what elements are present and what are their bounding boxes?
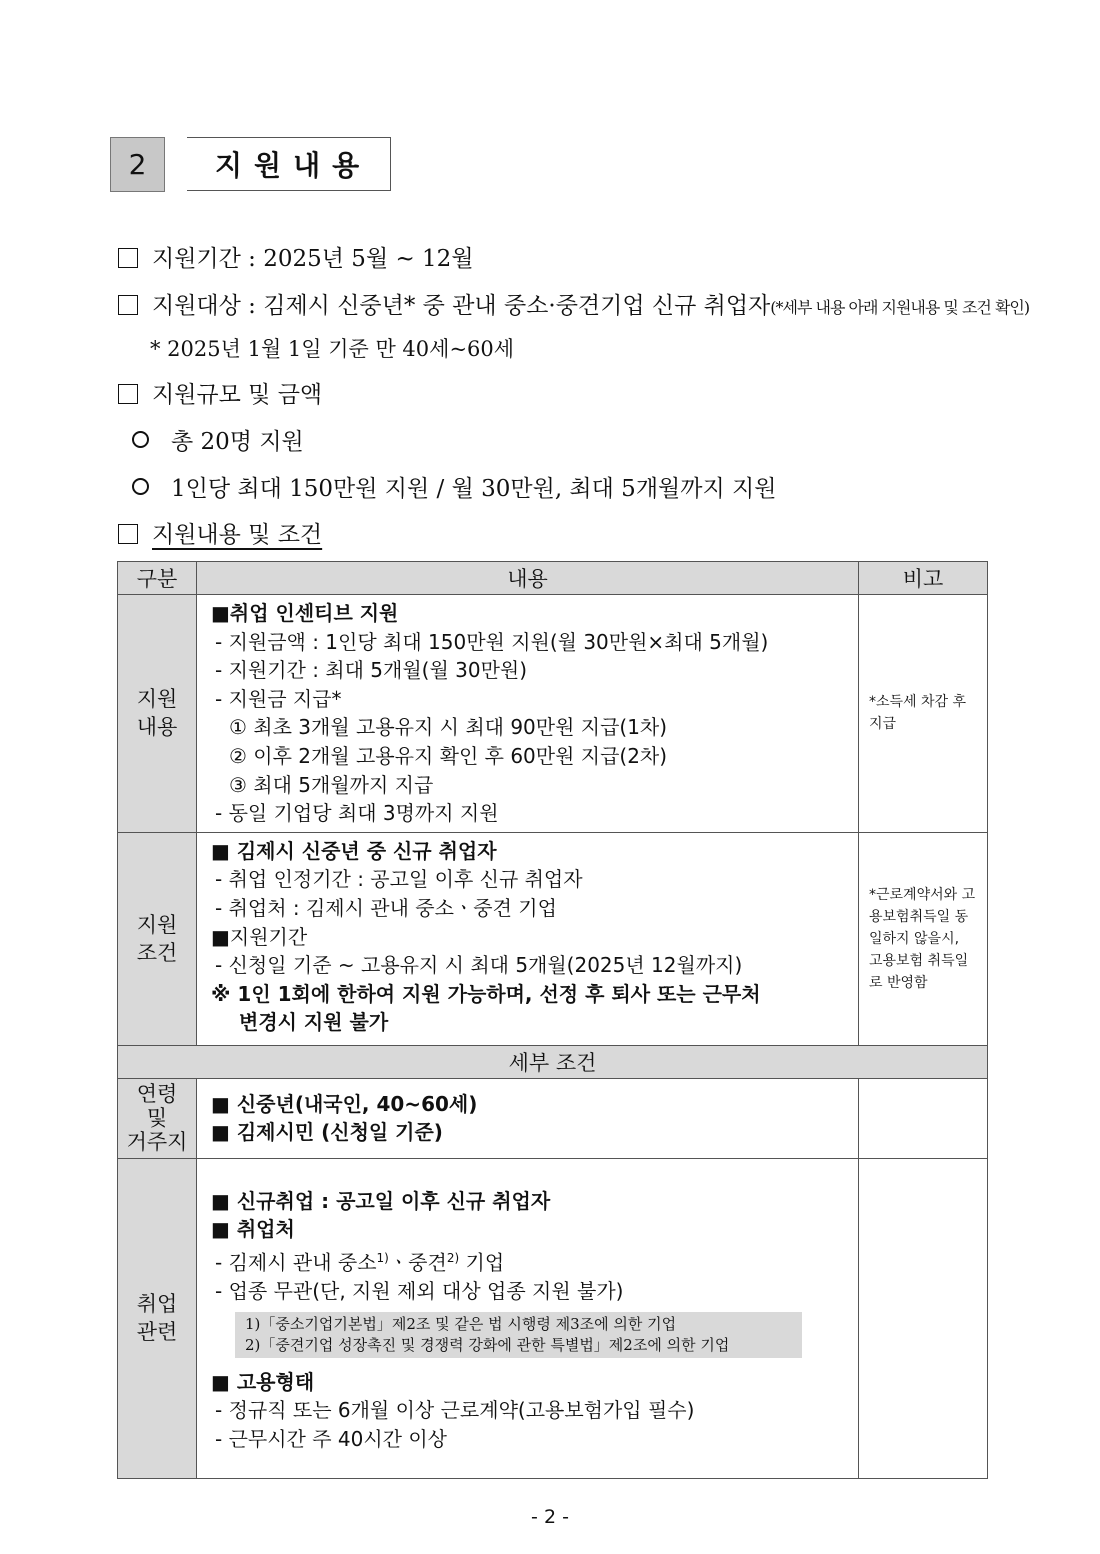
scale-item-2: 1인당 최대 150만원 지원 / 월 30만원, 최대 5개월까지 지원 [132,470,776,503]
period-line: 지원기간 : 2025년 5월 ~ 12월 [118,240,474,273]
row-content: ■ 김제시 신중년 중 신규 취업자 - 취업 인정기간 : 공고일 이후 신규 취업자 - 취업처 : 김제시 관내 중소ㆍ중견 기업 ■지원기간 - 신청일 기준 ~ 고용유지 시 최대 5개월(2025년 12월까지) ※ 1인 1회에 한하여 지원 가능하며, 선정 후 퇴사 또는 근무처 변경시 지원 불가 [197,832,859,1045]
circle-bullet-icon [132,478,149,495]
header-content: 내용 [197,562,859,595]
page-number: - 2 - [531,1506,569,1528]
support-table [117,561,988,1479]
checkbox-icon [118,295,138,315]
scale-heading: 지원규모 및 금액 [118,376,322,409]
age-note: * 2025년 1월 1일 기준 만 40세~60세 [150,337,515,361]
content-heading: 지원내용 및 조건 [118,516,322,549]
checkbox-icon [118,384,138,404]
header-remarks: 비고 [859,562,988,595]
checkbox-icon [118,248,138,268]
checkbox-icon [118,524,138,544]
row-note [859,1158,988,1478]
section-title: 지원내용 [187,137,391,191]
row-category: 연령 및 거주지 [118,1078,197,1158]
row-note [859,1078,988,1158]
row-category: 지원 내용 [118,595,197,833]
footnote-box: 1)「중소기업기본법」제2조 및 같은 법 시행령 제3조에 의한 기업 2)「중견기업 성장촉진 및 경쟁력 강화에 관한 특별법」제2조에 의한 기업 [235,1312,802,1358]
scale-item-1: 총 20명 지원 [132,423,304,456]
detail-heading: 세부 조건 [118,1045,988,1078]
circle-bullet-icon [132,431,149,448]
header-category: 구분 [118,562,197,595]
row-note: *근로계약서와 고용보험취득일 동일하지 않을시, 고용보험 취득일로 반영함 [859,832,988,1045]
row-content: ■ 신규취업 : 공고일 이후 신규 취업자 ■ 취업처 - 김제시 관내 중소$^{1)}$ㆍ중견$^{2)}$ 기업 - 업종 무관(단, 지원 제외 대상 업종 지원 불가) 1)「중소기업기본법」제2조 및 같은 법 시행령 제3조에 의한 기업 2)「중견기업 성장촉진 및 경쟁력 강화에 관한 특별법」제2조에 의한 기업 ■ 고용형태 - 정규직 또는 6개월 이상 근로계약(고용보험가입 필수) - 근무시간 주 40시간 이상 [197,1158,859,1478]
section-number: 2 [110,137,165,192]
row-category: 지원 조건 [118,832,197,1045]
row-content: ■ 신중년(내국인, 40~60세) ■ 김제시민 (신청일 기준) [197,1078,859,1158]
target-line: 지원대상 : 김제시 신중년* 중 관내 중소·중견기업 신규 취업자(*세부 내용 아래 지원내용 및 조건 확인) [118,287,1029,320]
row-category: 취업 관련 [118,1158,197,1478]
row-note: *소득세 차감 후 지급 [859,595,988,833]
row-content: ■취업 인센티브 지원 - 지원금액 : 1인당 최대 150만원 지원(월 30만원×최대 5개월) - 지원기간 : 최대 5개월(월 30만원) - 지원금 지급* ① 최초 3개월 고용유지 시 최대 90만원 지급(1차) ② 이후 2개월 고용유지 확인 후 60만원 지급(2차) ③ 최대 5개월까지 지급 - 동일 기업당 최대 3명까지 지원 [197,595,859,833]
